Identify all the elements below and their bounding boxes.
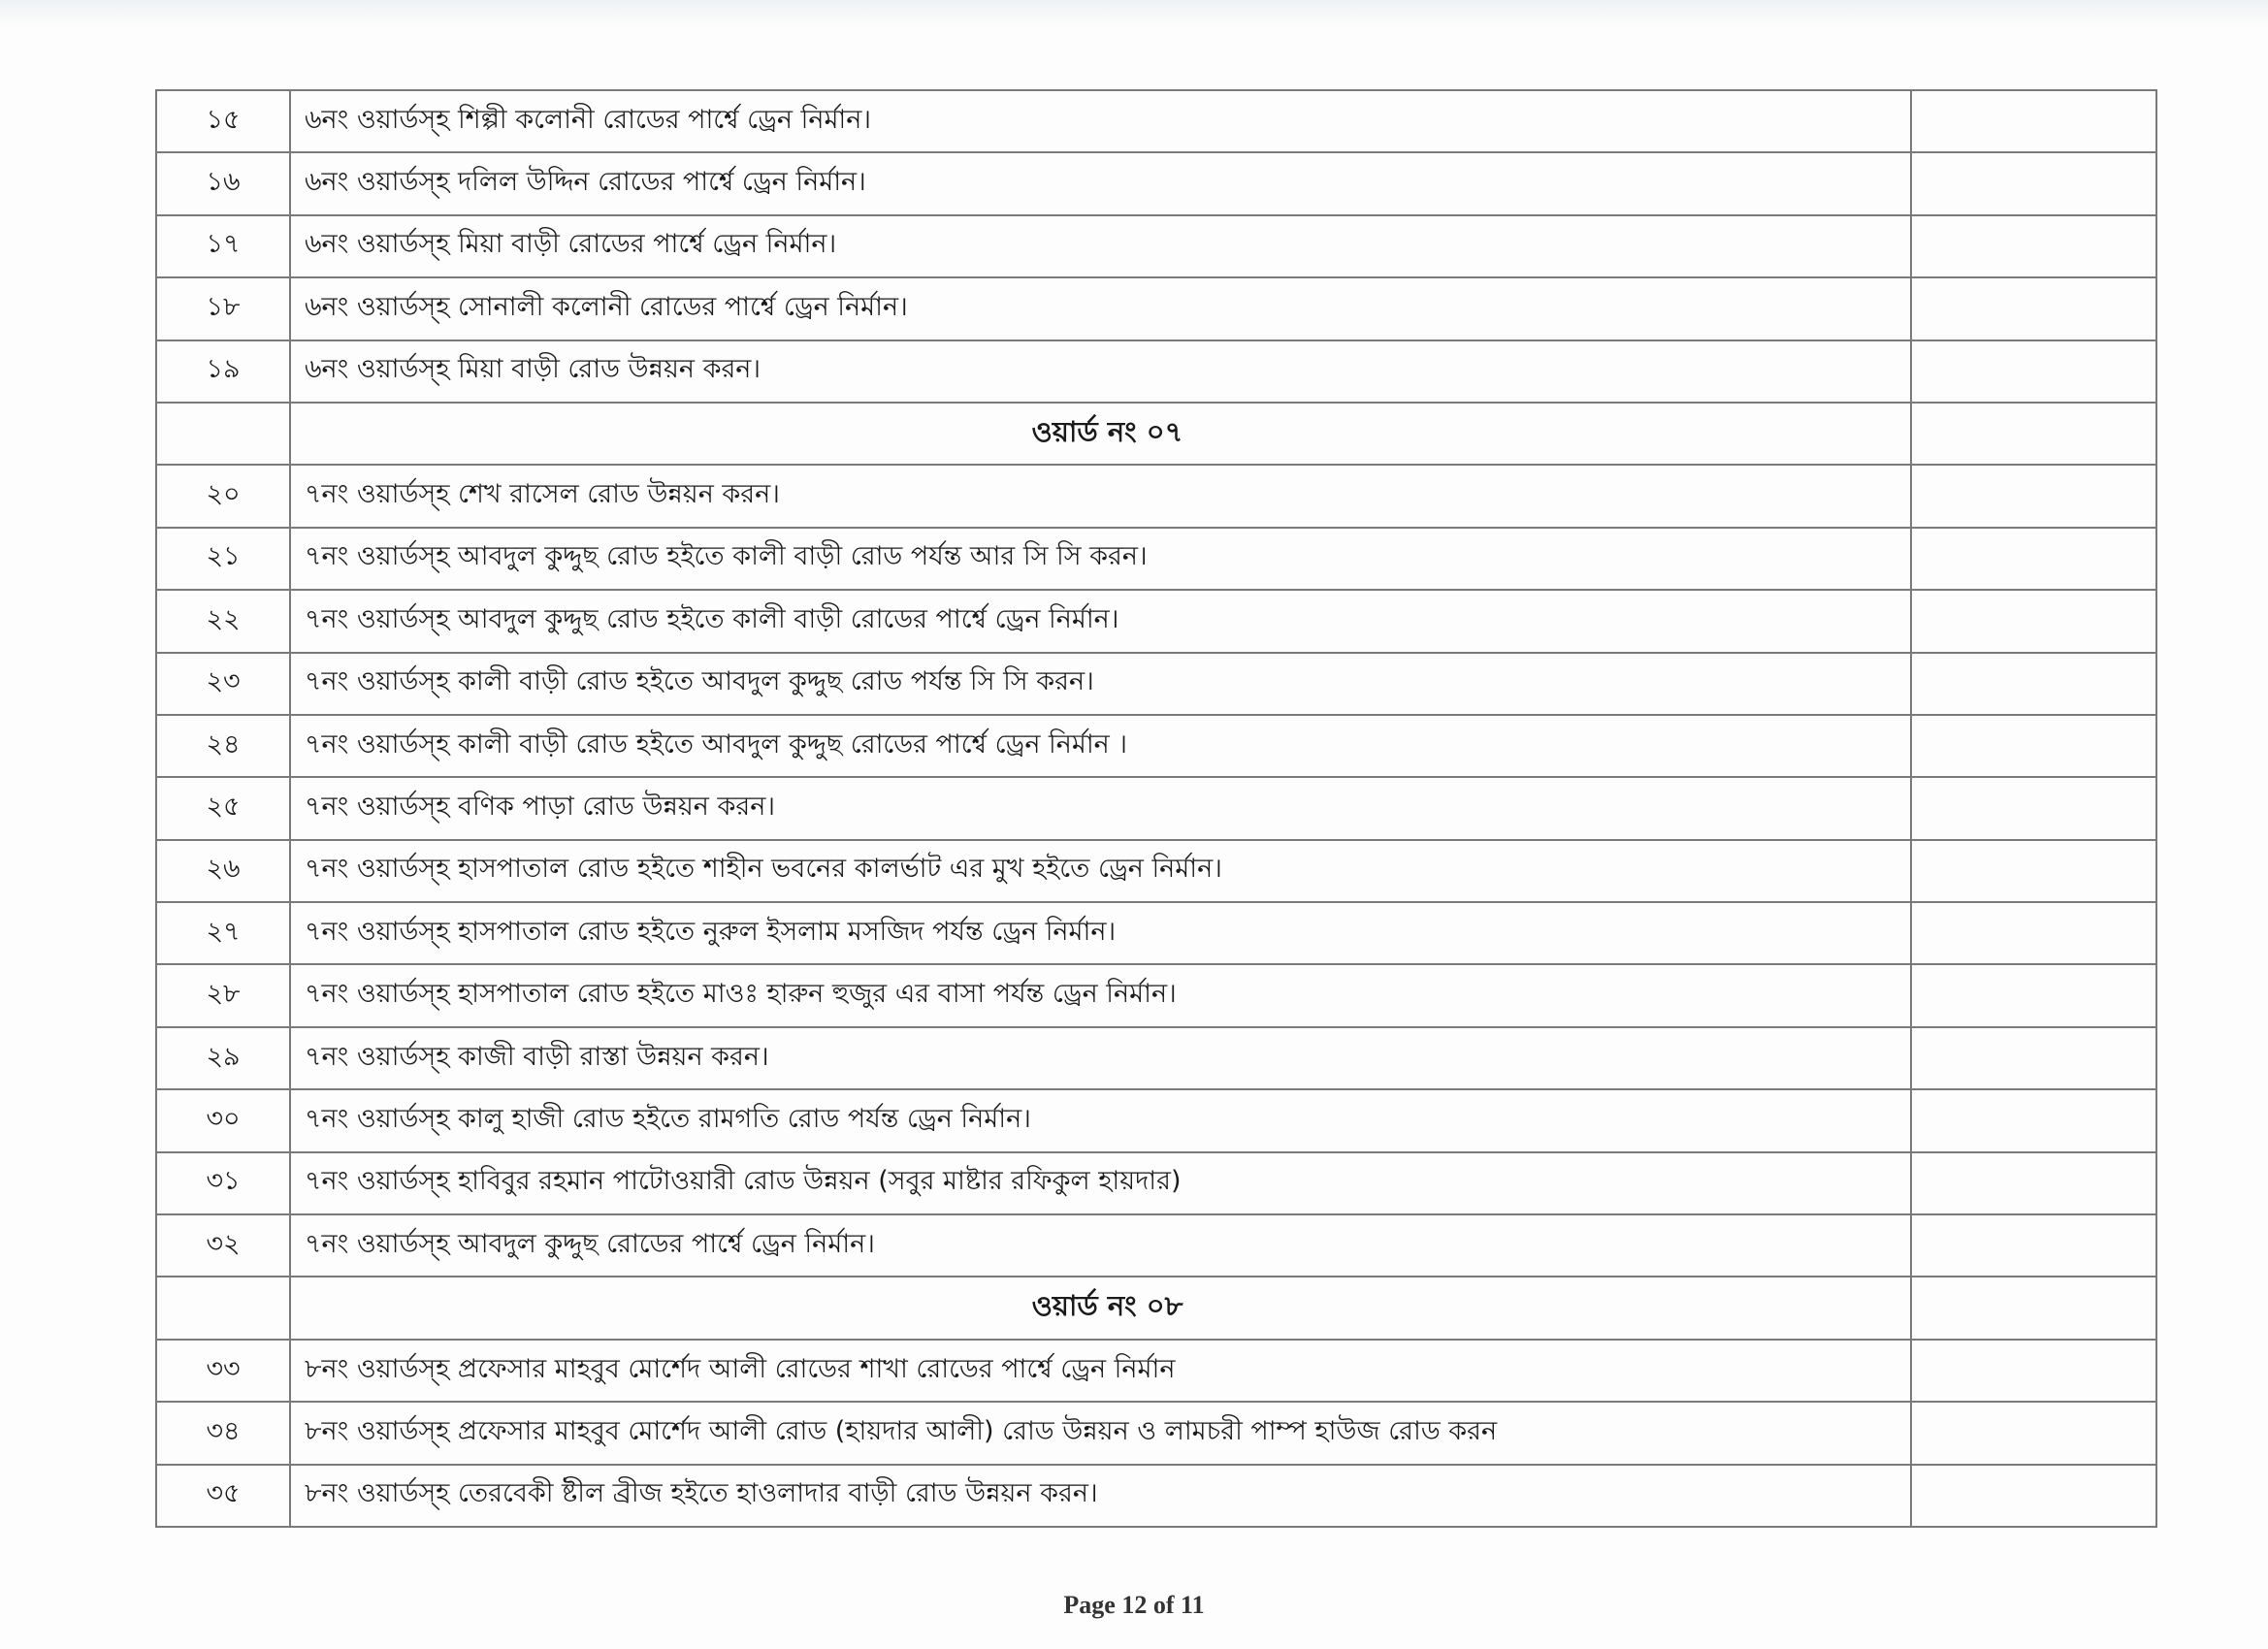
remarks-cell [1911,152,2156,214]
remarks-cell [1911,1340,2156,1402]
remarks-cell [1911,590,2156,652]
ward-heading-row [156,1277,2156,1339]
serial-cell [156,403,290,465]
table-row [156,964,2156,1026]
table-row [156,1214,2156,1277]
table-row [156,465,2156,527]
work-description: ৭নং ওয়ার্ডস্হ বণিক পাড়া রোড উন্নয়ন করন। [290,777,1911,839]
table-row [156,840,2156,902]
table-row [156,528,2156,590]
work-description: ৭নং ওয়ার্ডস্হ কালী বাড়ী রোড হইতে আবদুল কুদ্দুছ রোড পর্যন্ত সি সি করন। [290,653,1911,715]
table-row [156,653,2156,715]
work-description: ৭নং ওয়ার্ডস্হ আবদুল কুদ্দুছ রোডের পার্শ্বে ড্রেন নির্মান। [290,1214,1911,1277]
work-description: ৮নং ওয়ার্ডস্হ প্রফেসার মাহবুব মোর্শেদ আলী রোডের শাখা রোডের পার্শ্বে ড্রেন নির্মান [290,1340,1911,1402]
serial-number: ২৯ [156,1027,290,1089]
serial-number: ৩৫ [156,1465,290,1527]
serial-number: ৩০ [156,1089,290,1151]
remarks-cell [1911,1402,2156,1464]
work-description: ৭নং ওয়ার্ডস্হ কালী বাড়ী রোড হইতে আবদুল কুদ্দুছ রোডের পার্শ্বে ড্রেন নির্মান । [290,715,1911,777]
remarks-cell [1911,1152,2156,1214]
remarks-cell [1911,215,2156,277]
remarks-cell [1911,1027,2156,1089]
work-description: ৬নং ওয়ার্ডস্হ মিয়া বাড়ী রোডের পার্শ্বে ড্রেন নির্মান। [290,215,1911,277]
remarks-cell [1911,277,2156,340]
table-row [156,1402,2156,1464]
remarks-cell [1911,1214,2156,1277]
table-row [156,340,2156,403]
remarks-cell [1911,340,2156,403]
remarks-cell [1911,840,2156,902]
remarks-cell [1911,465,2156,527]
scan-edge [0,0,2268,27]
work-description: ৭নং ওয়ার্ডস্হ কালু হাজী রোড হইতে রামগতি রোড পর্যন্ত ড্রেন নির্মান। [290,1089,1911,1151]
work-description: ৬নং ওয়ার্ডস্হ শিল্পী কলোনী রোডের পার্শ্বে ড্রেন নির্মান। [290,90,1911,152]
works-table-body [156,90,2156,1527]
work-description: ৭নং ওয়ার্ডস্হ আবদুল কুদ্দুছ রোড হইতে কালী বাড়ী রোড পর্যন্ত আর সি সি করন। [290,528,1911,590]
serial-number: ২৭ [156,902,290,964]
remarks-cell [1911,653,2156,715]
serial-number: ১৮ [156,277,290,340]
serial-number: ১৫ [156,90,290,152]
serial-number: ৩৩ [156,1340,290,1402]
serial-number: ২৪ [156,715,290,777]
remarks-cell [1911,1277,2156,1339]
table-row [156,1027,2156,1089]
work-description: ৭নং ওয়ার্ডস্হ আবদুল কুদ্দুছ রোড হইতে কালী বাড়ী রোডের পার্শ্বে ড্রেন নির্মান। [290,590,1911,652]
serial-number: ৩১ [156,1152,290,1214]
remarks-cell [1911,902,2156,964]
serial-number: ২৩ [156,653,290,715]
serial-number: ২২ [156,590,290,652]
table-row [156,152,2156,214]
remarks-cell [1911,528,2156,590]
work-description: ৮নং ওয়ার্ডস্হ প্রফেসার মাহবুব মোর্শেদ আলী রোড (হায়দার আলী) রোড উন্নয়ন ও লামচরী পাম্প হাউজ রোড করন [290,1402,1911,1464]
table-row [156,277,2156,340]
work-description: ৭নং ওয়ার্ডস্হ হাসপাতাল রোড হইতে মাওঃ হারুন হুজুর এর বাসা পর্যন্ত ড্রেন নির্মান। [290,964,1911,1026]
work-description: ৭নং ওয়ার্ডস্হ কাজী বাড়ী রাস্তা উন্নয়ন করন। [290,1027,1911,1089]
serial-number: ২১ [156,528,290,590]
work-description: ৬নং ওয়ার্ডস্হ সোনালী কলোনী রোডের পার্শ্বে ড্রেন নির্মান। [290,277,1911,340]
serial-number: ২৮ [156,964,290,1026]
work-description: ৮নং ওয়ার্ডস্হ তেরবেকী ষ্টীল ব্রীজ হইতে হাওলাদার বাড়ী রোড উন্নয়ন করন। [290,1465,1911,1527]
serial-number: ২৫ [156,777,290,839]
page-number: Page 12 of 11 [1063,1591,1205,1619]
table-row [156,590,2156,652]
remarks-cell [1911,403,2156,465]
table-row [156,1152,2156,1214]
table-row [156,1340,2156,1402]
remarks-cell [1911,1465,2156,1527]
table-row [156,777,2156,839]
remarks-cell [1911,715,2156,777]
work-description: ৬নং ওয়ার্ডস্হ মিয়া বাড়ী রোড উন্নয়ন করন। [290,340,1911,403]
remarks-cell [1911,964,2156,1026]
table-row [156,215,2156,277]
work-description: ৭নং ওয়ার্ডস্হ শেখ রাসেল রোড উন্নয়ন করন। [290,465,1911,527]
work-description: ৭নং ওয়ার্ডস্হ হাসপাতাল রোড হইতে নুরুল ইসলাম মসজিদ পর্যন্ত ড্রেন নির্মান। [290,902,1911,964]
ward-heading-row [156,403,2156,465]
ward-heading: ওয়ার্ড নং ০৮ [290,1277,1911,1339]
work-description: ৬নং ওয়ার্ডস্হ দলিল উদ্দিন রোডের পার্শ্বে ড্রেন নির্মান। [290,152,1911,214]
serial-number: ২৬ [156,840,290,902]
works-table [155,89,2157,1528]
serial-number: ৩২ [156,1214,290,1277]
remarks-cell [1911,90,2156,152]
work-description: ৭নং ওয়ার্ডস্হ হাসপাতাল রোড হইতে শাহীন ভবনের কালর্ভাট এর মুখ হইতে ড্রেন নির্মান। [290,840,1911,902]
table-row [156,715,2156,777]
table-row [156,90,2156,152]
remarks-cell [1911,777,2156,839]
table-row [156,1089,2156,1151]
ward-heading: ওয়ার্ড নং ০৭ [290,403,1911,465]
serial-number: ২০ [156,465,290,527]
work-description: ৭নং ওয়ার্ডস্হ হাবিবুর রহমান পাটোওয়ারী রোড উন্নয়ন (সবুর মাষ্টার রফিকুল হায়দার) [290,1152,1911,1214]
table-row [156,902,2156,964]
serial-number: ৩৪ [156,1402,290,1464]
serial-number: ১৭ [156,215,290,277]
serial-number: ১৬ [156,152,290,214]
serial-cell [156,1277,290,1339]
table-row [156,1465,2156,1527]
remarks-cell [1911,1089,2156,1151]
serial-number: ১৯ [156,340,290,403]
